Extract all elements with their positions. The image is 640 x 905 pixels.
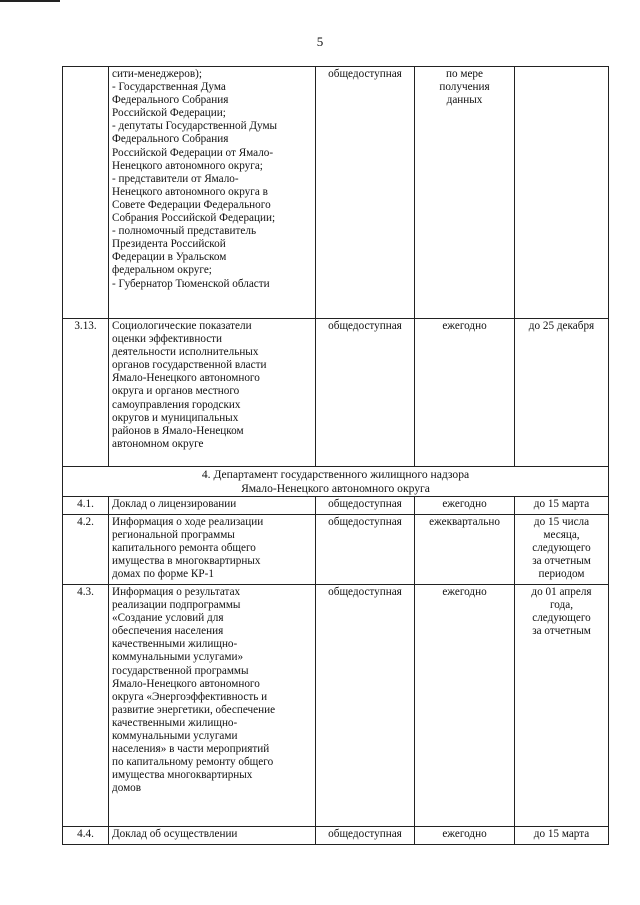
row-title bbox=[109, 585, 316, 827]
row-deadline bbox=[515, 67, 609, 319]
table-row bbox=[63, 585, 609, 827]
row-title-line: Доклад о лицензировании bbox=[112, 498, 237, 510]
row-periodicity-line: получения bbox=[439, 81, 490, 94]
row-title-line: Российской Федерации; bbox=[112, 107, 226, 120]
row-title-line: коммунальными услугами bbox=[112, 730, 238, 743]
row-title-line: сити-менеджеров); bbox=[112, 68, 202, 80]
row-title-line: качественными жилищно- bbox=[112, 716, 238, 729]
row-access bbox=[316, 67, 415, 319]
row-deadline-line: до 15 числа bbox=[533, 516, 590, 528]
row-periodicity bbox=[415, 497, 515, 515]
row-title-line: Ненецкого автономного округа в bbox=[112, 185, 268, 198]
row-number bbox=[63, 827, 109, 845]
row-title bbox=[109, 67, 316, 319]
row-title-line: округа «Энергоэффективность и bbox=[112, 690, 268, 703]
row-title-line: Социологические показатели bbox=[112, 320, 252, 332]
row-periodicity bbox=[415, 585, 515, 827]
row-deadline-line: следующего bbox=[532, 542, 591, 555]
row-deadline-line: года, bbox=[549, 599, 574, 612]
row-number-line: 4.3. bbox=[77, 586, 94, 598]
row-title bbox=[109, 319, 316, 467]
row-title-line: - представители от Ямало- bbox=[112, 172, 239, 185]
row-access-line: общедоступная bbox=[328, 68, 402, 80]
row-title-line: обеспечения населения bbox=[112, 625, 224, 638]
row-title-line: - депутаты Государственной Думы bbox=[112, 120, 278, 133]
row-title-line: по капитальному ремонту общего bbox=[112, 756, 274, 769]
row-title-line: реализации подпрограммы bbox=[112, 599, 241, 612]
row-access-line: общедоступная bbox=[328, 828, 402, 840]
row-number-line: 4.2. bbox=[77, 516, 94, 528]
row-periodicity-line: по мере bbox=[446, 68, 483, 80]
row-title-line: домах по форме КР-1 bbox=[112, 568, 214, 581]
row-title-line: домов bbox=[112, 782, 142, 795]
row-title-line: - Государственная Дума bbox=[112, 81, 226, 94]
row-number-line: 3.13. bbox=[74, 320, 97, 332]
row-deadline bbox=[515, 827, 609, 845]
row-title-line: государственной программы bbox=[112, 664, 249, 677]
row-title bbox=[109, 497, 316, 515]
row-title-line: самоуправления городских bbox=[112, 398, 241, 411]
row-access-line: общедоступная bbox=[328, 586, 402, 598]
row-title-line: Ямало-Ненецкого автономного bbox=[112, 372, 260, 385]
row-access bbox=[316, 515, 415, 585]
table-row bbox=[63, 319, 609, 467]
row-title-line: имущества в многоквартирных bbox=[112, 555, 261, 568]
row-title-line: региональной программы bbox=[112, 529, 235, 542]
row-periodicity bbox=[415, 827, 515, 845]
row-title-line: Информация о результатах bbox=[112, 586, 241, 598]
row-number-line: 4.4. bbox=[77, 828, 94, 840]
row-title-line: Доклад об осуществлении bbox=[112, 828, 238, 840]
table-row bbox=[63, 515, 609, 585]
row-deadline-line: до 15 марта bbox=[533, 498, 590, 510]
row-deadline-line: до 15 марта bbox=[533, 828, 590, 840]
row-access-line: общедоступная bbox=[328, 498, 402, 510]
row-deadline bbox=[515, 515, 609, 585]
row-title-line: округа и органов местного bbox=[112, 385, 240, 398]
row-deadline bbox=[515, 585, 609, 827]
row-title bbox=[109, 515, 316, 585]
row-title-line: населения» в части мероприятий bbox=[112, 743, 270, 756]
row-title-line: капитального ремонта общего bbox=[112, 542, 256, 555]
row-title-line: органов государственной власти bbox=[112, 359, 267, 372]
row-access bbox=[316, 585, 415, 827]
row-access-line: общедоступная bbox=[328, 516, 402, 528]
top-edge-rule bbox=[0, 0, 60, 2]
row-number-line: 4.1. bbox=[77, 498, 94, 510]
table-row bbox=[63, 67, 609, 319]
row-title-line: федеральном округе; bbox=[112, 264, 212, 277]
section-heading bbox=[63, 467, 609, 497]
row-deadline-line: за отчетным bbox=[532, 625, 591, 638]
row-periodicity-line: данных bbox=[446, 94, 483, 107]
row-title-line: Информация о ходе реализации bbox=[112, 516, 264, 528]
row-periodicity bbox=[415, 515, 515, 585]
row-title-line: Ненецкого автономного округа; bbox=[112, 159, 263, 172]
row-deadline-line: до 25 декабря bbox=[528, 320, 595, 332]
row-title-line: округов и муниципальных bbox=[112, 411, 239, 424]
row-periodicity-line: ежегодно bbox=[442, 828, 487, 840]
row-title-line: Собрания Российской Федерации; bbox=[112, 212, 276, 225]
section-heading-line: Ямало-Ненецкого автономного округа bbox=[241, 481, 430, 495]
row-deadline bbox=[515, 497, 609, 515]
row-title-line: Совете Федерации Федерального bbox=[112, 198, 271, 211]
row-title-line: Федерального Собрания bbox=[112, 94, 229, 107]
row-title-line: Российской Федерации от Ямало- bbox=[112, 146, 274, 159]
row-periodicity-line: ежегодно bbox=[442, 498, 487, 510]
row-title-line: качественными жилищно- bbox=[112, 638, 238, 651]
document-table bbox=[62, 66, 609, 845]
row-access bbox=[316, 497, 415, 515]
section-header-row bbox=[63, 467, 609, 497]
section-heading-line: 4. Департамент государственного жилищного надзора bbox=[201, 468, 470, 481]
row-title-line: развитие энергетики, обеспечение bbox=[112, 703, 276, 716]
table-row bbox=[63, 827, 609, 845]
row-access bbox=[316, 827, 415, 845]
row-title-line: Ямало-Ненецкого автономного bbox=[112, 677, 260, 690]
page-number: 5 bbox=[316, 34, 324, 49]
table-row bbox=[63, 497, 609, 515]
row-deadline-line: за отчетным bbox=[532, 555, 591, 568]
row-title-line: деятельности исполнительных bbox=[112, 346, 259, 359]
row-title bbox=[109, 827, 316, 845]
row-title-line: Федерального Собрания bbox=[112, 133, 229, 146]
row-periodicity-line: ежеквартально bbox=[429, 516, 500, 528]
row-number bbox=[63, 319, 109, 467]
row-number bbox=[63, 67, 109, 319]
row-title-line: имущества многоквартирных bbox=[112, 769, 253, 782]
row-title-line: - Губернатор Тюменской области bbox=[112, 277, 270, 290]
row-number bbox=[63, 585, 109, 827]
row-title-line: - полномочный представитель bbox=[112, 225, 257, 238]
row-access-line: общедоступная bbox=[328, 320, 402, 332]
row-title-line: коммунальными услугами» bbox=[112, 651, 244, 664]
row-deadline-line: следующего bbox=[532, 612, 591, 625]
row-title-line: автономном округе bbox=[112, 437, 204, 450]
row-title-line: Федерации в Уральском bbox=[112, 251, 227, 264]
row-periodicity-line: ежегодно bbox=[442, 586, 487, 598]
row-deadline-line: до 01 апреля bbox=[531, 586, 592, 598]
row-title-line: районов в Ямало-Ненецком bbox=[112, 424, 244, 437]
row-access bbox=[316, 319, 415, 467]
row-periodicity bbox=[415, 67, 515, 319]
row-number bbox=[63, 515, 109, 585]
row-number bbox=[63, 497, 109, 515]
row-deadline-line: месяца, bbox=[543, 529, 580, 542]
row-title-line: «Создание условий для bbox=[112, 612, 224, 625]
row-title-line: оценки эффективности bbox=[112, 333, 223, 346]
document-table-body bbox=[63, 67, 609, 845]
row-deadline-line: периодом bbox=[538, 568, 585, 581]
row-periodicity bbox=[415, 319, 515, 467]
row-title-line: Президента Российской bbox=[112, 238, 226, 251]
row-deadline bbox=[515, 319, 609, 467]
row-periodicity-line: ежегодно bbox=[442, 320, 487, 332]
